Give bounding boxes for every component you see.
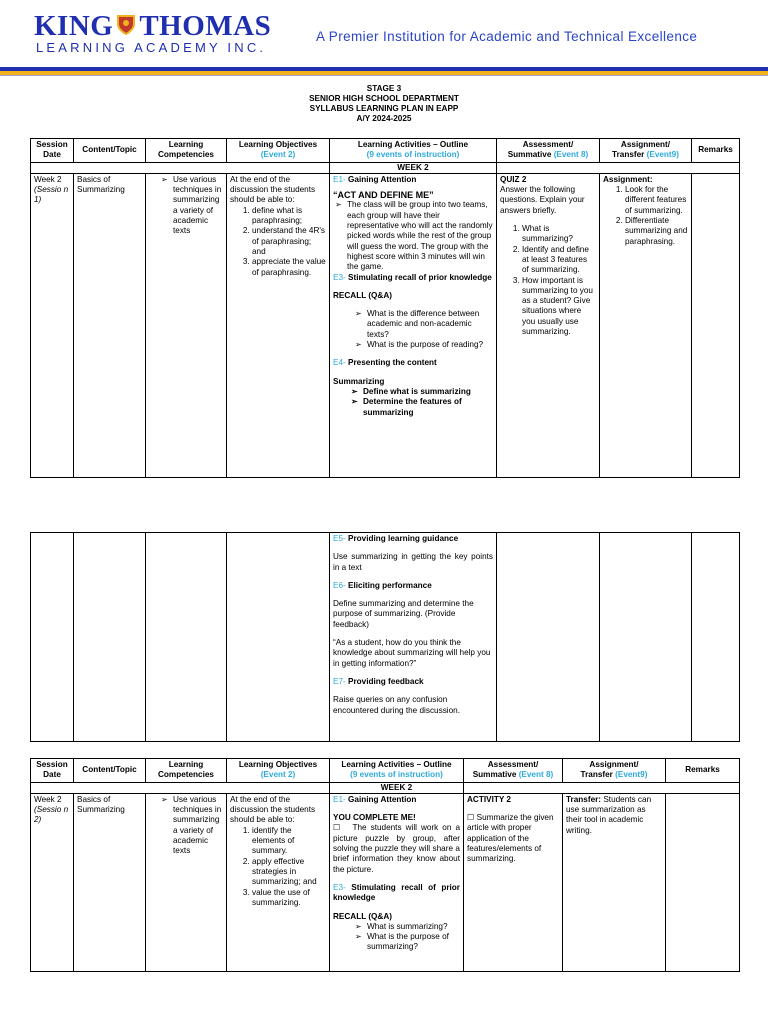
- competency-cell: ➢ Use various techniques in summarizing a variety of academic texts: [146, 173, 227, 477]
- school-tagline: A Premier Institution for Academic and Technical Excellence: [316, 29, 698, 44]
- assignment-cell: Transfer: Students can use summarization as their tool in academic writing.: [563, 793, 666, 971]
- objectives-cell: At the end of the discussion the students should be able to: 1. identify the elements of summary. 2. apply effective strategies in summarizing; and 3. value the use of summarizing.: [227, 793, 330, 971]
- table-row: [31, 533, 740, 742]
- school-subtitle: LEARNING ACADEMY INC.: [36, 40, 267, 55]
- header-content-topic: Content/Topic: [74, 759, 146, 783]
- syllabus-table-session-2: [30, 758, 740, 972]
- objectives-cell: At the end of the discussion the students should be able to: 1. define what is paraphrasing; 2. understand the 4R's of paraphrasing; and 3. appreciate the value of paraphrasing.: [227, 173, 330, 477]
- header-learning-objectives: Learning Objectives (Event 2): [227, 759, 330, 783]
- document-titles: [0, 84, 768, 124]
- header-learning-competencies: Learning Competencies: [146, 139, 227, 163]
- title-line: STAGE 3: [366, 84, 402, 93]
- header-assessment: Assessment/ Summative (Event 8): [497, 139, 600, 163]
- competency-cell: ➢ Use various techniques in summarizing a variety of academic texts: [146, 793, 227, 971]
- header-remarks: Remarks: [666, 759, 740, 783]
- title-line: SYLLABUS LEARNING PLAN IN EAPP: [309, 104, 459, 113]
- shield-crest-icon: [116, 14, 136, 36]
- activities-cell: E5- Providing learning guidance Use summarizing in getting the key points in a text E6- Eliciting performance Define summarizing and determine the purpose of summarizing. (Provide feedback) “As a student, how do you think the knowledge about summarizing will help you in getting information?” E7- Providing feedback Raise queries on any confusion encountered during the discussion.: [330, 533, 497, 742]
- header-session-date: Session Date: [31, 139, 74, 163]
- header-learning-activities: Learning Activities – Outline (9 events of instruction): [330, 759, 464, 783]
- checkbox-glyph-icon: ☐: [333, 823, 341, 833]
- header-divider-thin: [0, 75, 768, 76]
- header-assignment: Assignment/ Transfer (Event9): [563, 759, 666, 783]
- checkbox-glyph-icon: ☐: [467, 813, 475, 823]
- assessment-cell: QUIZ 2 Answer the following questions. Explain your answers briefly. 1. What is summarizing? 2. Identify and define at least 3 features of summarizing. 3. How important is summarizing to you as a student? Give situations where you usually use summarizing.: [497, 173, 600, 477]
- header-assessment: Assessment/ Summative (Event 8): [464, 759, 563, 783]
- table-header-row: [31, 759, 740, 783]
- school-name-left: KING: [34, 10, 114, 42]
- title-line: A/Y 2024-2025: [356, 114, 412, 123]
- game-title: “ACT AND DEFINE ME”: [333, 190, 434, 201]
- table-row: [31, 793, 740, 971]
- header-content-topic: Content/Topic: [74, 139, 146, 163]
- syllabus-table-session-1: [30, 138, 740, 478]
- document-header: [0, 0, 768, 72]
- week-row: [31, 782, 740, 793]
- header-session-date: Session Date: [31, 759, 74, 783]
- remarks-cell: [666, 793, 740, 971]
- remarks-cell: [692, 173, 740, 477]
- week-row: [31, 162, 740, 173]
- header-assignment: Assignment/ Transfer (Event9): [600, 139, 692, 163]
- session-cell: Week 2 (Sessio n 2): [31, 793, 74, 971]
- week-label: WEEK 2: [330, 782, 464, 793]
- school-name-right: THOMAS: [139, 10, 272, 42]
- header-learning-competencies: Learning Competencies: [146, 759, 227, 783]
- activities-cell: E1- Gaining Attention “ACT AND DEFINE ME” ➢ The class will be group into two teams, each group will have their representative who will act the randomly picked words while the rest of the group will guess the word. The group with the highest score within 3 minutes will win the game. E3- Stimulating recall of prior knowledge RECALL (Q&A) ➢ What is the difference between academic and non-academic texts? ➢ What is the purpose of reading? E4- Presenting the content Summarizing ➢ Define what is summarizing ➢ Determine the features of summarizing: [330, 173, 497, 477]
- header-learning-objectives: Learning Objectives (Event 2): [227, 139, 330, 163]
- school-logo-title: [34, 10, 271, 43]
- topic-cell: Basics of Summarizing: [74, 793, 146, 971]
- header-learning-activities: Learning Activities – Outline (9 events of instruction): [330, 139, 497, 163]
- assessment-cell: ACTIVITY 2 ☐ Summarize the given article with proper application of the features/elements of summarizing.: [464, 793, 563, 971]
- topic-cell: Basics of Summarizing: [74, 173, 146, 477]
- title-line: SENIOR HIGH SCHOOL DEPARTMENT: [309, 94, 459, 103]
- week-label: WEEK 2: [330, 162, 497, 173]
- activities-cell: E1- Gaining Attention YOU COMPLETE ME! ☐ The students will work on a picture puzzle by group, after solving the puzzle they will share a brief information they know about the picture. E3- Stimulating recall of prior knowledge RECALL (Q&A) ➢ What is summarizing? ➢ What is the purpose of summarizing?: [330, 793, 464, 971]
- table-header-row: [31, 139, 740, 163]
- table-row: [31, 173, 740, 477]
- syllabus-table-continued: [30, 532, 740, 742]
- header-remarks: Remarks: [692, 139, 740, 163]
- assignment-cell: Assignment: 1. Look for the different features of summarizing. 2. Differentiate summarizing and paraphrasing.: [600, 173, 692, 477]
- session-cell: Week 2 (Sessio n 1): [31, 173, 74, 477]
